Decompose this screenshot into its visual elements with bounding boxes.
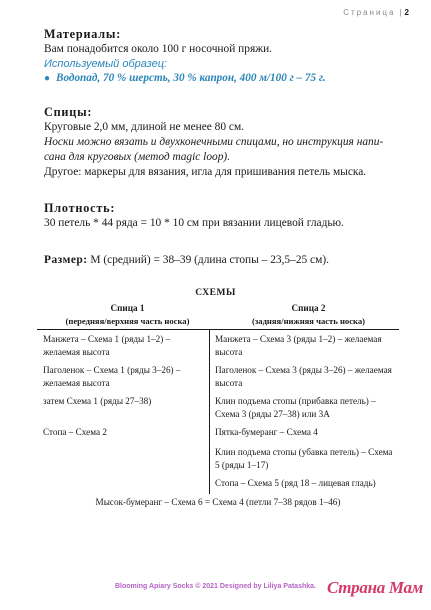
- size-text: M (средний) = 38–39 (длина стопы – 23,5–25 см).: [87, 254, 329, 266]
- table-cell: Клин подъема стопы (прибавка петель) – Схема 3 (ряды 27–38) или 3А: [215, 396, 376, 419]
- table-col-left: [37, 330, 209, 494]
- table-cell: Паголенок – Схема 3 (ряды 3–26) – желаемая высота: [215, 365, 392, 388]
- bullet-icon: ●: [44, 73, 51, 84]
- schemes-table: [37, 302, 399, 509]
- needles-line-2: Носки можно вязать и двухконечными спицами, но инструкция напи-: [44, 136, 384, 148]
- watermark-logo: Страна Мам: [326, 578, 423, 597]
- gauge-section: [44, 201, 414, 231]
- content: [44, 27, 414, 266]
- table-cell: Стопа – Схема 2: [43, 427, 107, 437]
- needles-section: [44, 105, 414, 180]
- sample-label: Используемый образец:: [44, 58, 168, 70]
- size-line: [44, 253, 424, 268]
- table-body: [37, 330, 399, 494]
- materials-text: Вам понадобится около 100 г носочной пряжи.: [44, 43, 273, 55]
- needles-line-1: Круговые 2,0 мм, длиной не менее 80 см.: [44, 121, 245, 133]
- table-cell: Клин подъема стопы (убавка петель) – Схема 5 (ряды 1–17): [215, 447, 393, 470]
- sample-text: Водопад, 70 % шерсть, 30 % капрон, 400 м/100 г – 75 г.: [56, 72, 326, 84]
- needles-title: Спицы:: [44, 105, 93, 119]
- materials-title: Материалы:: [44, 27, 122, 41]
- gauge-title: Плотность:: [44, 201, 116, 215]
- needles-line-4: Другое: маркеры для вязания, игла для пришивания петель мыска.: [44, 166, 367, 178]
- col1-header: [37, 302, 218, 329]
- col2-header: [218, 302, 399, 329]
- schemes-title: СХЕМЫ: [195, 288, 236, 298]
- page-label: Страница: [343, 8, 396, 17]
- table-col-right: [209, 330, 399, 494]
- table-cell: Стопа – Схема 5 (ряд 18 – лицевая гладь): [215, 478, 376, 488]
- table-cell: Пятка-бумеранг – Схема 4: [215, 427, 318, 437]
- footer-credit: Blooming Apiary Socks © 2021 Designed by Liliya Patashka.: [115, 583, 316, 590]
- gauge-text: 30 петель * 44 ряда = 10 * 10 см при вязании лицевой гладью.: [44, 217, 344, 229]
- table-cell: Манжета – Схема 1 (ряды 1–2) – желаемая высота: [43, 334, 171, 357]
- table-cell: Паголенок – Схема 1 (ряды 3–26) – желаемая высота: [43, 365, 181, 388]
- table-cell: затем Схема 1 (ряды 27–38): [43, 396, 152, 406]
- header-separator: |: [399, 8, 402, 17]
- size-label: Размер:: [44, 254, 88, 266]
- table-header: [37, 302, 399, 330]
- sample-bullet: [44, 71, 414, 86]
- col2-sub: (задняя/нижняя часть носка): [251, 315, 366, 326]
- col2-head: Спица 2: [291, 303, 326, 313]
- toe-line: Мысок-бумеранг – Схема 6 = Схема 4 (петли 7–38 рядов 1–46): [95, 497, 341, 507]
- size-section: [44, 253, 424, 268]
- materials-section: [44, 27, 414, 86]
- page-header: [343, 8, 409, 17]
- col1-sub: (передняя/верхняя часть носка): [65, 315, 190, 326]
- needles-line-3: сана для круговых (метод magic loop).: [44, 151, 231, 163]
- table-cell: Манжета – Схема 3 (ряды 1–2) – желаемая высота: [215, 334, 382, 357]
- page-number: 2: [404, 8, 409, 17]
- col1-head: Спица 1: [110, 303, 145, 313]
